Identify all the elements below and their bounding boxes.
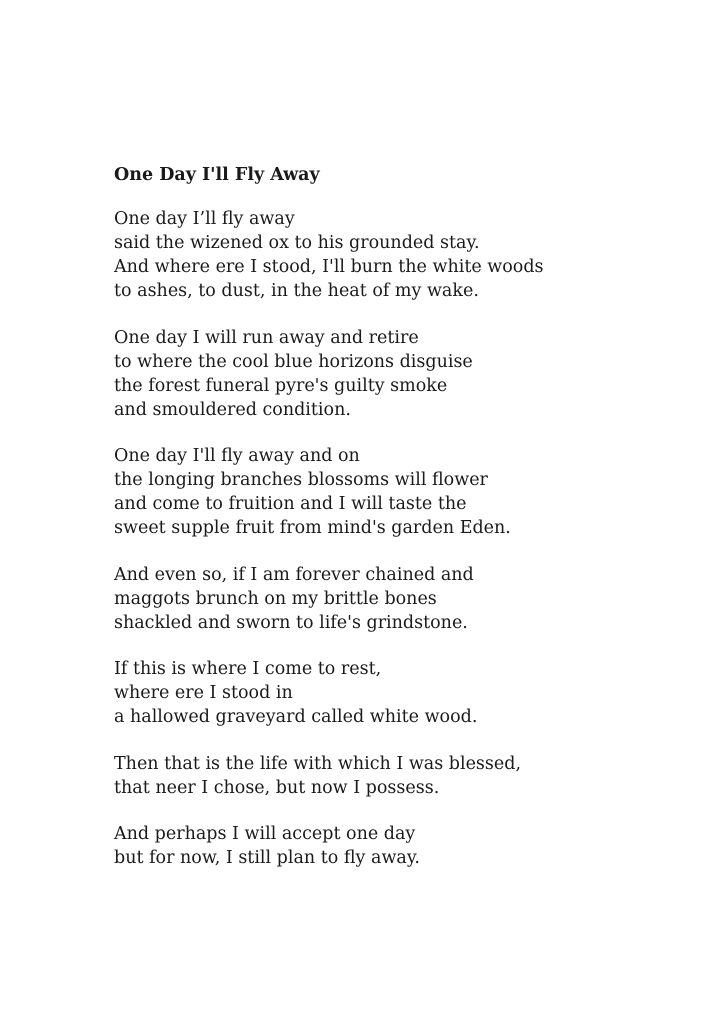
stanza-1 [114, 207, 674, 303]
stanza-5 [114, 657, 674, 729]
poem-line: and smouldered condition. [114, 399, 351, 420]
poem-title: One Day I'll Fly Away [114, 165, 320, 185]
poem-line: One day I’ll fly away [114, 209, 295, 229]
stanza-3 [114, 444, 674, 540]
poem-line: the forest funeral pyre's guilty smoke [114, 375, 448, 396]
poem-line: One day I will run away and retire [114, 327, 419, 348]
poem-line: a hallowed graveyard called white wood. [114, 707, 478, 727]
stanza-6 [114, 752, 674, 800]
poem-line: where ere I stood in [114, 683, 293, 703]
poem-line: Then that is the life with which I was blessed, [114, 753, 522, 774]
stanza-7 [114, 822, 674, 870]
poem-line: that neer I chose, but now I possess. [114, 777, 440, 798]
poem-line: the longing branches blossoms will flower [114, 470, 488, 490]
poem [114, 163, 674, 893]
poem-line: shackled and sworn to life's grindstone. [114, 612, 468, 633]
poem-line: but for now, I still plan to fly away. [114, 848, 420, 868]
stanza-4 [114, 563, 674, 635]
poem-line: And even so, if I am forever chained and [114, 564, 474, 585]
poem-line: to where the cool blue horizons disguise [114, 351, 473, 372]
poem-line: One day I'll fly away and on [114, 446, 360, 466]
poem-line: And perhaps I will accept one day [114, 824, 416, 844]
poem-line: and come to fruition and I will taste the [114, 494, 467, 514]
stanza-2 [114, 326, 674, 422]
poem-line: If this is where I come to rest, [114, 659, 382, 679]
poem-line: to ashes, to dust, in the heat of my wake. [114, 281, 479, 301]
poem-line: sweet supple fruit from mind's garden Eden. [114, 518, 511, 538]
poem-line: And where ere I stood, I'll burn the white woods [114, 257, 544, 277]
poem-line: maggots brunch on my brittle bones [114, 588, 437, 609]
poem-line: said the wizened ox to his grounded stay. [114, 233, 480, 253]
